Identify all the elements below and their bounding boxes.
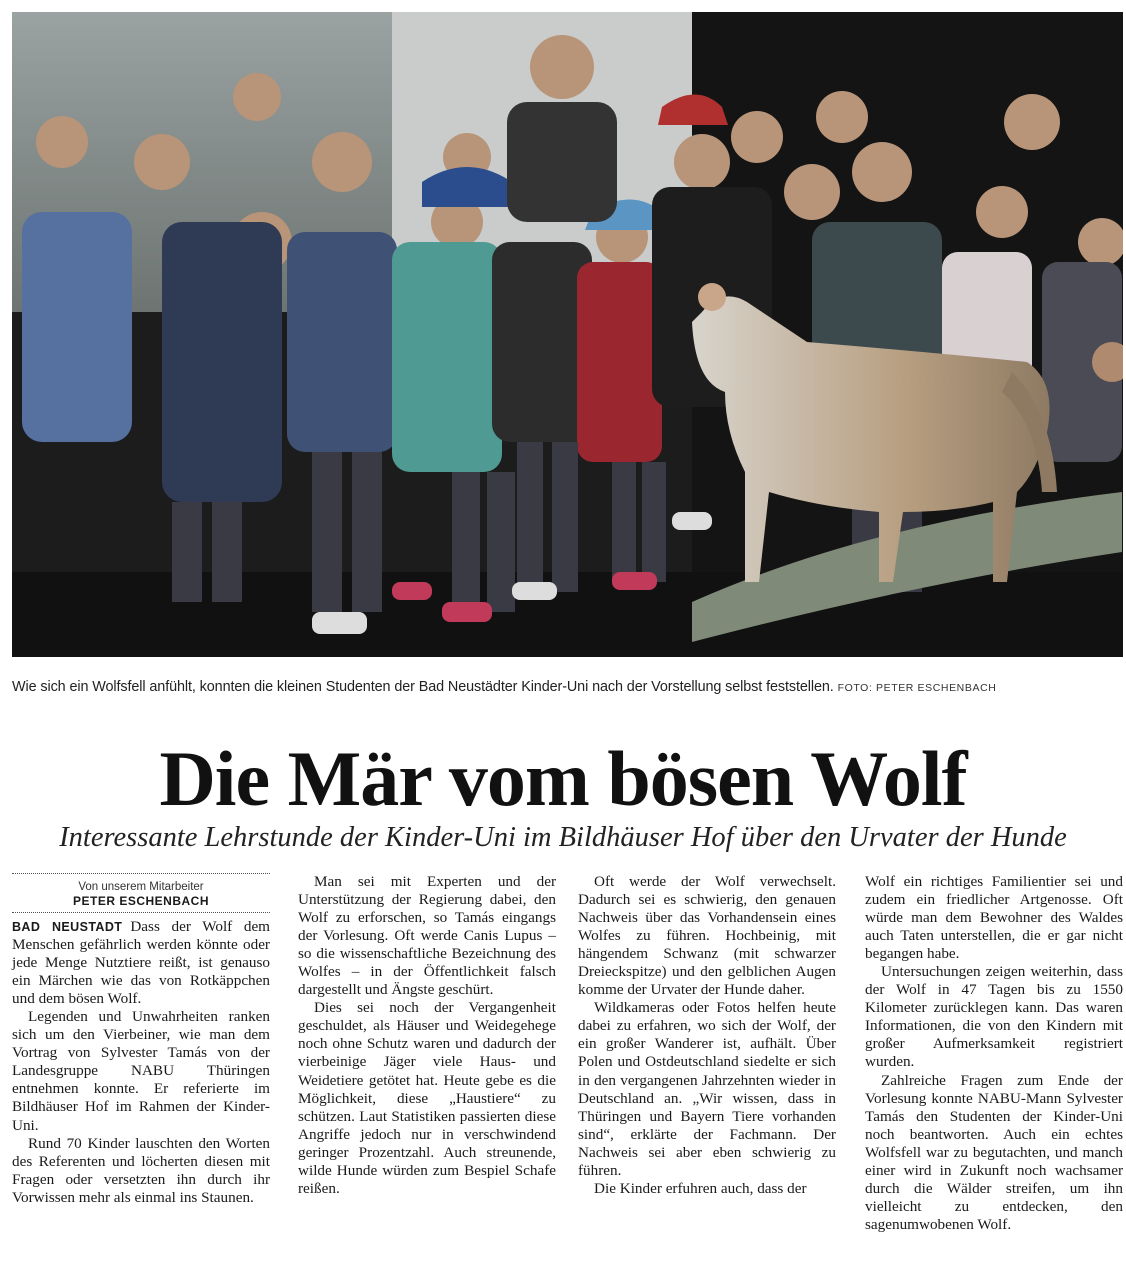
caption-text: Wie sich ein Wolfsfell anfühlt, konnten die kleinen Studenten der Bad Neustädter Kinder-Uni nach der Vorstellung selbst feststellen. [12,679,834,695]
article-paragraph: Rund 70 Kinder lauschten den Worten des Referenten und löcherten diesen mit Fragen oder versetzten ihn durch ihr Vorwissen mehr als einmal ins Staunen. [12,1134,270,1206]
article-paragraph: Oft werde der Wolf verwechselt. Dadurch sei es schwierig, den genauen Nachweis über das Vorhandensein eines Wolfes zu führen. Hochbeinig, mit hängendem Schwanz (mit schwarzer Dreieckspitze) und den gelblichen Augen komme der Urvater der Hunde daher. [578,873,836,999]
article-paragraph: Wildkameras oder Fotos helfen heute dabei zu erfahren, wo sich der Wolf, der ein großer Wanderer ist, aufhält. Über Polen und Ostdeutschland siedelte er sich in den vergangenen Jahrzehnten wieder in Deutschland an. „Wir wissen, dass in Thüringen und Bayern Tiere vorhanden sind“, erklärte der Fachmann. Der Nachweis sei aber eben schwierig zu führen. [578,999,836,1179]
article-paragraph [12,918,270,1008]
article-column-4 [865,873,1123,1234]
byline-intro: Von unserem Mitarbeiter [78,881,204,893]
photo-image [12,12,1123,657]
article-paragraph: Die Kinder erfuhren auch, dass der [594,1179,807,1197]
article-paragraph: Wolf ein richtiges Familientier sei und zudem ein friedlicher Artgenosse. Oft würde man dem Bewohner des Waldes auch Taten unterstellen, die er gar nicht begangen habe. [865,873,1123,963]
article-photo [12,12,1123,657]
photo-credit: FOTO: PETER ESCHENBACH [837,682,997,694]
article-paragraph: Dies sei noch der Vergangenheit geschuldet, als Häuser und Weidegehege noch ohne Schutz waren und dadurch der vierbeinige Jäger viele Haus- und Weidetiere getötet hat. Heute gebe es die Möglichkeit, diese „Haustiere“ zu schützen. Laut Statistiken passierten diese Angriffe jedoch nur in verschwindend geringer Prozentzahl. Auch streunende, wilde Hunde würden zum Bespiel Schafe reißen. [298,999,556,1197]
dateline: BAD NEUSTADT [12,920,123,934]
photo-caption [12,679,1123,695]
article-paragraph: Untersuchungen zeigen weiterhin, dass der Wolf in 47 Tagen bis zu 1550 Kilometer zurücklegen kann. Das waren Informationen, die von den Kindern mit großer Aufmerksamkeit registriert wurden. [865,963,1123,1071]
article-column-1 [12,873,270,1207]
article-paragraph: Zahlreiche Fragen zum Ende der Vorlesung konnte NABU-Mann Sylvester Tamás den Studenten der Kinder-Uni noch beantworten. Auch ein echtes Wolfsfell war zu begutachten, und manch einer wird in Zukunft noch wachsamer durch die Wälder streifen, um ihn vielleicht zu entdecken, den sagenumwobenen Wolf. [865,1071,1123,1233]
byline [12,873,270,913]
article-column-3 [578,873,836,1198]
subheadline: Interessante Lehrstunde der Kinder-Uni im Bildhäuser Hof über den Urvater der Hunde [59,822,1067,853]
article-paragraph: Man sei mit Experten und der Unterstützung der Regierung dabei, den Wolf zu erforschen, so Tamás eingangs der Vorlesung. Oft werde Canis Lupus – so die wissenschaftliche Bezeichnung des Wolfes – in der Öffentlichkeit falsch dargestellt und Ängste geschürt. [298,873,556,999]
article-column-2 [298,873,556,1198]
byline-author: PETER ESCHENBACH [72,894,209,908]
paragraph-text: Dass der Wolf dem Menschen gefährlich werden könnte oder jede Menge Nutztiere reißt, ist genauso ein Märchen wie das von Rotkäppchen und dem bösen Wolf. [12,918,270,1008]
headline: Die Mär vom bösen Wolf [159,735,967,822]
article-paragraph: Legenden und Unwahrheiten ranken sich um den Vierbeiner, wie man dem Vortrag von Sylvester Tamás von der Landesgruppe NABU Thüringen entnehmen konnte. Er referierte im Bildhäuser Hof im Rahmen der Kinder-Uni. [12,1008,270,1134]
